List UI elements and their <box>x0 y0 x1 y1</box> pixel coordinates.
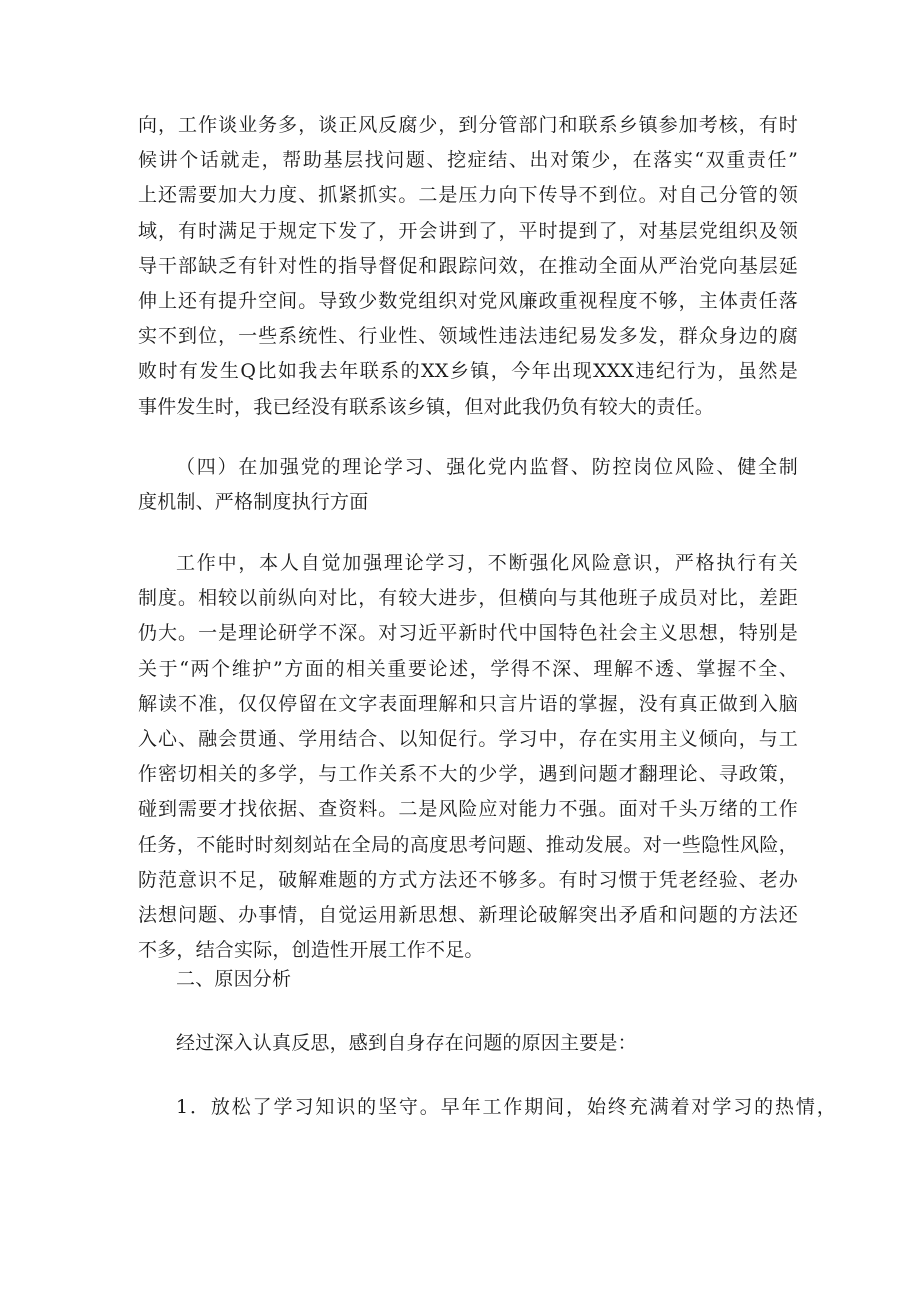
section-four-body <box>138 546 798 968</box>
text-line: 法想问题、办事情，自觉运用新思想、新理论破解突出矛盾和问题的方法还 <box>138 904 798 927</box>
text-line: 导干部缺乏有针对性的指导督促和跟踪问效，在推动全面从严治党向基层延 <box>138 254 798 277</box>
section-four-heading <box>138 450 798 520</box>
text-line: 碰到需要才找依据、查资料。二是风险应对能力不强。面对千头万绪的工作 <box>138 798 798 821</box>
paragraph-continuation <box>138 108 798 425</box>
text-line: 上还需要加大力度、抓紧抓实。二是压力向下传导不到位。对自己分管的领 <box>138 184 798 207</box>
text-line: 入心、融会贯通、学用结合、以知促行。学习中，存在实用主义倾向，与工 <box>138 728 798 751</box>
cause-item-1 <box>138 1090 836 1125</box>
heading-line: 二、原因分析 <box>176 968 292 990</box>
cause-intro <box>138 1026 836 1061</box>
text-line: 域，有时满足于规定下发了，开会讲到了，平时提到了，对基层党组织及领 <box>138 219 798 242</box>
text-line: 作密切相关的多学，与工作关系不大的少学，遇到问题才翻理论、寻政策， <box>138 763 798 786</box>
text-line: 仍大。一是理论研学不深。对习近平新时代中国特色社会主义思想，特别是 <box>138 622 798 645</box>
text-line: 事件发生时，我已经没有联系该乡镇，但对此我仍负有较大的责任。 <box>138 395 715 418</box>
heading-line: （四）在加强党的理论学习、强化党内监督、防控岗位风险、健全制 <box>176 456 798 478</box>
text-line: 制度。相较以前纵向对比，有较大进步，但横向与其他班子成员对比，差距 <box>138 587 798 610</box>
text-line: 任务，不能时时刻刻站在全局的高度思考问题、推动发展。对一些隐性风险， <box>138 833 798 856</box>
text-line: 1．放松了学习知识的坚守。早年工作期间，始终充满着对学习的热情， <box>176 1096 836 1118</box>
text-line: 不多，结合实际，创造性开展工作不足。 <box>138 939 484 962</box>
text-line: 关于“两个维护”方面的相关重要论述，学得不深、理解不透、掌握不全、 <box>138 657 798 680</box>
section-two-heading <box>138 962 836 997</box>
text-line: 伸上还有提升空间。导致少数党组织对党风廉政重视程度不够，主体责任落 <box>138 290 798 313</box>
text-line: 解读不准，仅仅停留在文字表面理解和只言片语的掌握，没有真正做到入脑 <box>138 692 798 715</box>
text-line: 向，工作谈业务多，谈正风反腐少，到分管部门和联系乡镇参加考核，有时 <box>138 114 798 136</box>
text-line: 防范意识不足，破解难题的方式方法还不够多。有时习惯于凭老经验、老办 <box>138 868 798 891</box>
text-line: 经过深入认真反思，感到自身存在问题的原因主要是： <box>176 1032 637 1054</box>
text-line: 工作中，本人自觉加强理论学习，不断强化风险意识，严格执行有关 <box>176 552 798 574</box>
text-line: 候讲个话就走，帮助基层找问题、挖症结、出对策少，在落实“双重责任” <box>138 149 798 172</box>
heading-line: 度机制、严格制度执行方面 <box>138 491 369 514</box>
text-line: 实不到位，一些系统性、行业性、领域性违法违纪易发多发，群众身边的腐 <box>138 325 798 348</box>
text-line: 败时有发生Q比如我去年联系的XX乡镇，今年出现XXX违纪行为，虽然是 <box>138 360 798 383</box>
